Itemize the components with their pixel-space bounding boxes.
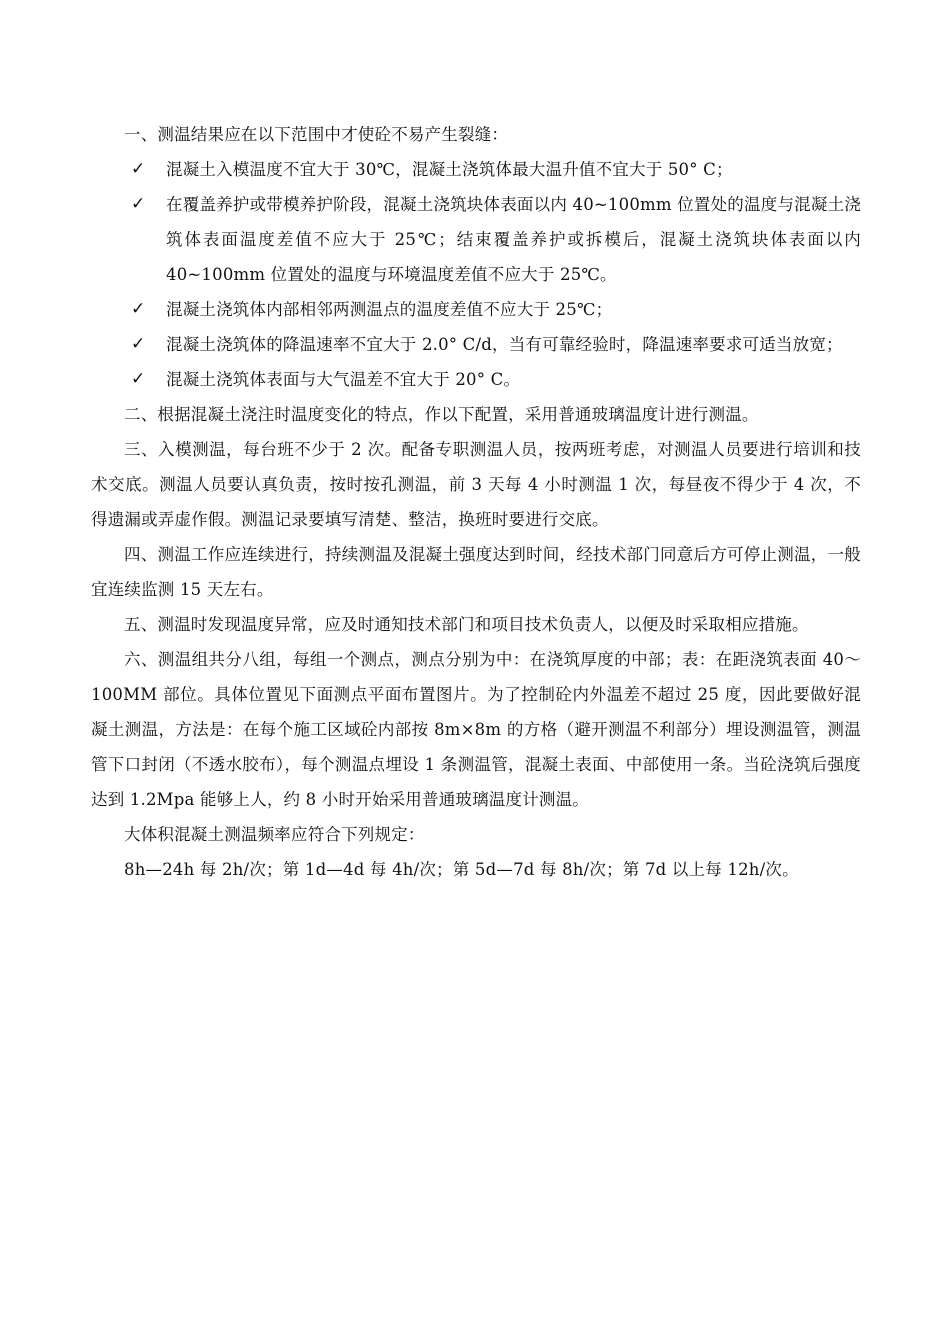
section-5-paragraph: 五、测温时发现温度异常，应及时通知技术部门和项目技术负责人，以便及时采取相应措施。 (124, 615, 809, 634)
bullet-item (91, 187, 861, 292)
bullet-item (91, 362, 861, 397)
section-4-paragraph: 四、测温工作应连续进行，持续测温及混凝土强度达到时间，经技术部门同意后方可停止测温，一般宜连续监测 15 天左右。 (91, 545, 861, 599)
check-mark-icon: ✓ (131, 369, 146, 389)
check-mark-icon: ✓ (131, 159, 146, 179)
bullet-text: 混凝土入模温度不宜大于 30℃，混凝土浇筑体最大温升值不宜大于 50° C； (166, 160, 733, 179)
section-2-paragraph: 二、根据混凝土浇注时温度变化的特点，作以下配置，采用普通玻璃温度计进行测温。 (124, 405, 759, 424)
bullet-item (91, 152, 861, 187)
bullet-item (91, 292, 861, 327)
bullet-text: 混凝土浇筑体内部相邻两测温点的温度差值不应大于 25℃； (166, 300, 613, 319)
check-mark-icon: ✓ (131, 334, 146, 354)
check-mark-icon: ✓ (131, 299, 146, 319)
bullet-text: 混凝土浇筑体的降温速率不宜大于 2.0° C/d，当有可靠经验时，降温速率要求可适当放宽； (166, 335, 843, 354)
bullet-item (91, 327, 861, 362)
section-6-paragraph: 六、测温组共分八组，每组一个测点，测点分别为中：在浇筑厚度的中部；表：在距浇筑表面 40～100MM 部位。具体位置见下面测点平面布置图片。为了控制砼内外温差不超过 25 度，因此要做好混凝土测温，方法是：在每个施工区域砼内部按 8m×8m 的方格（避开测温不利部分）埋设测温管，测温管下口封闭（不透水胶布），每个测温点埋设 1 条测温管，混凝土表面、中部使用一条。当砼浇筑后强度达到 1.2Mpa 能够上人，约 8 小时开始采用普通玻璃温度计测温。 (91, 650, 861, 809)
section-1-heading: 一、测温结果应在以下范围中才使砼不易产生裂缝： (124, 125, 509, 144)
bullet-text: 混凝土浇筑体表面与大气温差不宜大于 20° C。 (166, 370, 521, 389)
bullet-text: 在覆盖养护或带模养护阶段，混凝土浇筑块体表面以内 40~100mm 位置处的温度与混凝土浇筑体表面温度差值不应大于 25℃；结束覆盖养护或拆模后，混凝土浇筑块体表面以内 40~100mm 位置处的温度与环境温度差值不应大于 25℃。 (166, 195, 861, 284)
frequency-rule: 8h—24h 每 2h/次；第 1d—4d 每 4h/次；第 5d—7d 每 8h/次；第 7d 以上每 12h/次。 (124, 860, 799, 879)
document-body (91, 117, 861, 887)
check-mark-icon: ✓ (131, 194, 146, 214)
section-3-paragraph: 三、入模测温，每台班不少于 2 次。配备专职测温人员，按两班考虑，对测温人员要进行培训和技术交底。测温人员要认真负责，按时按孔测温，前 3 天每 4 小时测温 1 次，每昼夜不得少于 4 次，不得遗漏或弄虚作假。测温记录要填写清楚、整洁，换班时要进行交底。 (91, 440, 861, 529)
frequency-title: 大体积混凝土测温频率应符合下列规定： (124, 825, 425, 844)
